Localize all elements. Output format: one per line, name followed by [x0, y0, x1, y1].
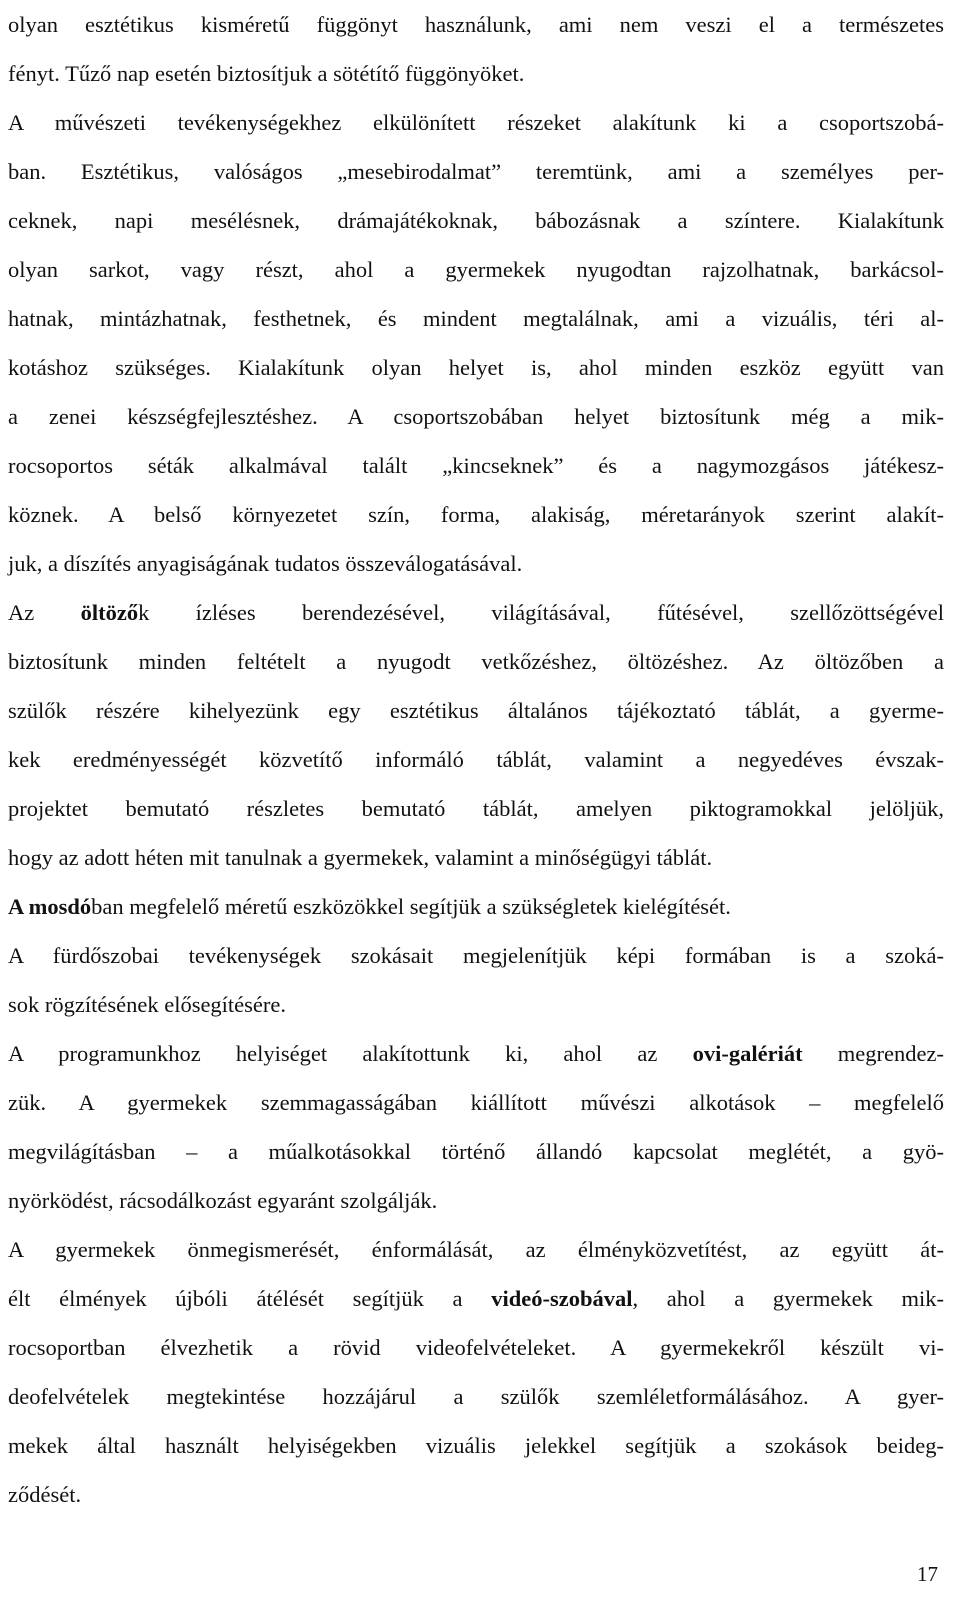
text-line: olyan sarkot, vagy részt, ahol a gyermekek nyugodtan rajzolhatnak, barkácsol-: [8, 257, 944, 282]
bold-term-video-szoba: videó-szobával: [491, 1286, 633, 1311]
text-line: olyan esztétikus kisméretű függönyt használunk, ami nem veszi el a természetes: [8, 12, 944, 37]
text-line: mekek által használt helyiségekben vizuális jelekkel segítjük a szokások beideg-: [8, 1433, 944, 1458]
text-line: zük. A gyermekek szemmagasságában kiállított művészi alkotások – megfelelő: [8, 1090, 944, 1115]
text-line: A fürdőszobai tevékenységek szokásait megjelenítjük képi formában is a szoká-: [8, 943, 944, 968]
text-line: deofelvételek megtekintése hozzájárul a szülők szemléletformálásához. A gyer-: [8, 1384, 944, 1409]
text-line: szülők részére kihelyezünk egy esztétikus általános tájékoztató táblát, a gyerme-: [8, 698, 944, 723]
bold-term-mosdo: A mosdó: [8, 894, 92, 919]
text-line: rocsoportos séták alkalmával talált „kincseknek” és a nagymozgásos játékesz-: [8, 453, 944, 478]
text-line: nyörködést, rácsodálkozást egyaránt szolgálják.: [8, 1188, 438, 1213]
text-line: hogy az adott héten mit tanulnak a gyermekek, valamint a minőségügyi táblát.: [8, 845, 713, 870]
text-line: A művészeti tevékenységekhez elkülönített részeket alakítunk ki a csoportszobá-: [8, 110, 944, 135]
text-line: kotáshoz szükséges. Kialakítunk olyan helyet is, ahol minden eszköz együtt van: [8, 355, 944, 380]
text-line: kek eredményességét közvetítő informáló táblát, valamint a negyedéves évszak-: [8, 747, 944, 772]
bold-term-oltozo: öltöző: [80, 600, 139, 625]
text-line: A programunkhoz helyiséget alakítottunk ki, ahol az ovi-galériát megrendez-: [8, 1041, 944, 1066]
text-line: Az öltözők ízléses berendezésével, világításával, fűtésével, szellőzöttségével: [8, 600, 944, 625]
text-line: sok rögzítésének elősegítésére.: [8, 992, 287, 1017]
text-line: projektet bemutató részletes bemutató táblát, amelyen piktogramokkal jelöljük,: [8, 796, 944, 821]
text-line: ceknek, napi mesélésnek, drámajátékoknak, bábozásnak a színtere. Kialakítunk: [8, 208, 944, 233]
text-line: hatnak, mintázhatnak, festhetnek, és mindent megtalálnak, ami a vizuális, téri al-: [8, 306, 944, 331]
page-number: 17: [917, 1562, 938, 1586]
text-line: rocsoportban élvezhetik a rövid videofelvételeket. A gyermekekről készült vi-: [8, 1335, 944, 1360]
text-line: ződését.: [8, 1482, 82, 1507]
text-line: juk, a díszítés anyagiságának tudatos összeválogatásával.: [8, 551, 523, 576]
text-line: ban. Esztétikus, valóságos „mesebirodalmat” teremtünk, ami a személyes per-: [8, 159, 944, 184]
document-body: [8, 0, 944, 1519]
text-line: élt élmények újbóli átélését segítjük a videó-szobával, ahol a gyermekek mik-: [8, 1286, 944, 1311]
text-line: köznek. A belső környezetet szín, forma, alakiság, méretarányok szerint alakít-: [8, 502, 944, 527]
text-line: biztosítunk minden feltételt a nyugodt vetkőzéshez, öltözéshez. Az öltözőben a: [8, 649, 944, 674]
text-line: A gyermekek önmegismerését, énformálását, az élményközvetítést, az együtt át-: [8, 1237, 944, 1262]
text-line: a zenei készségfejlesztéshez. A csoportszobában helyet biztosítunk még a mik-: [8, 404, 944, 429]
text-line: fényt. Tűző nap esetén biztosítjuk a sötétítő függönyöket.: [8, 61, 525, 86]
bold-term-ovi-galeria: ovi-galériát: [692, 1041, 803, 1066]
text-line: A mosdóban megfelelő méretű eszközökkel segítjük a szükségletek kielégítését.: [8, 894, 731, 919]
text-line: megvilágításban – a műalkotásokkal történő állandó kapcsolat meglétét, a gyö-: [8, 1139, 944, 1164]
